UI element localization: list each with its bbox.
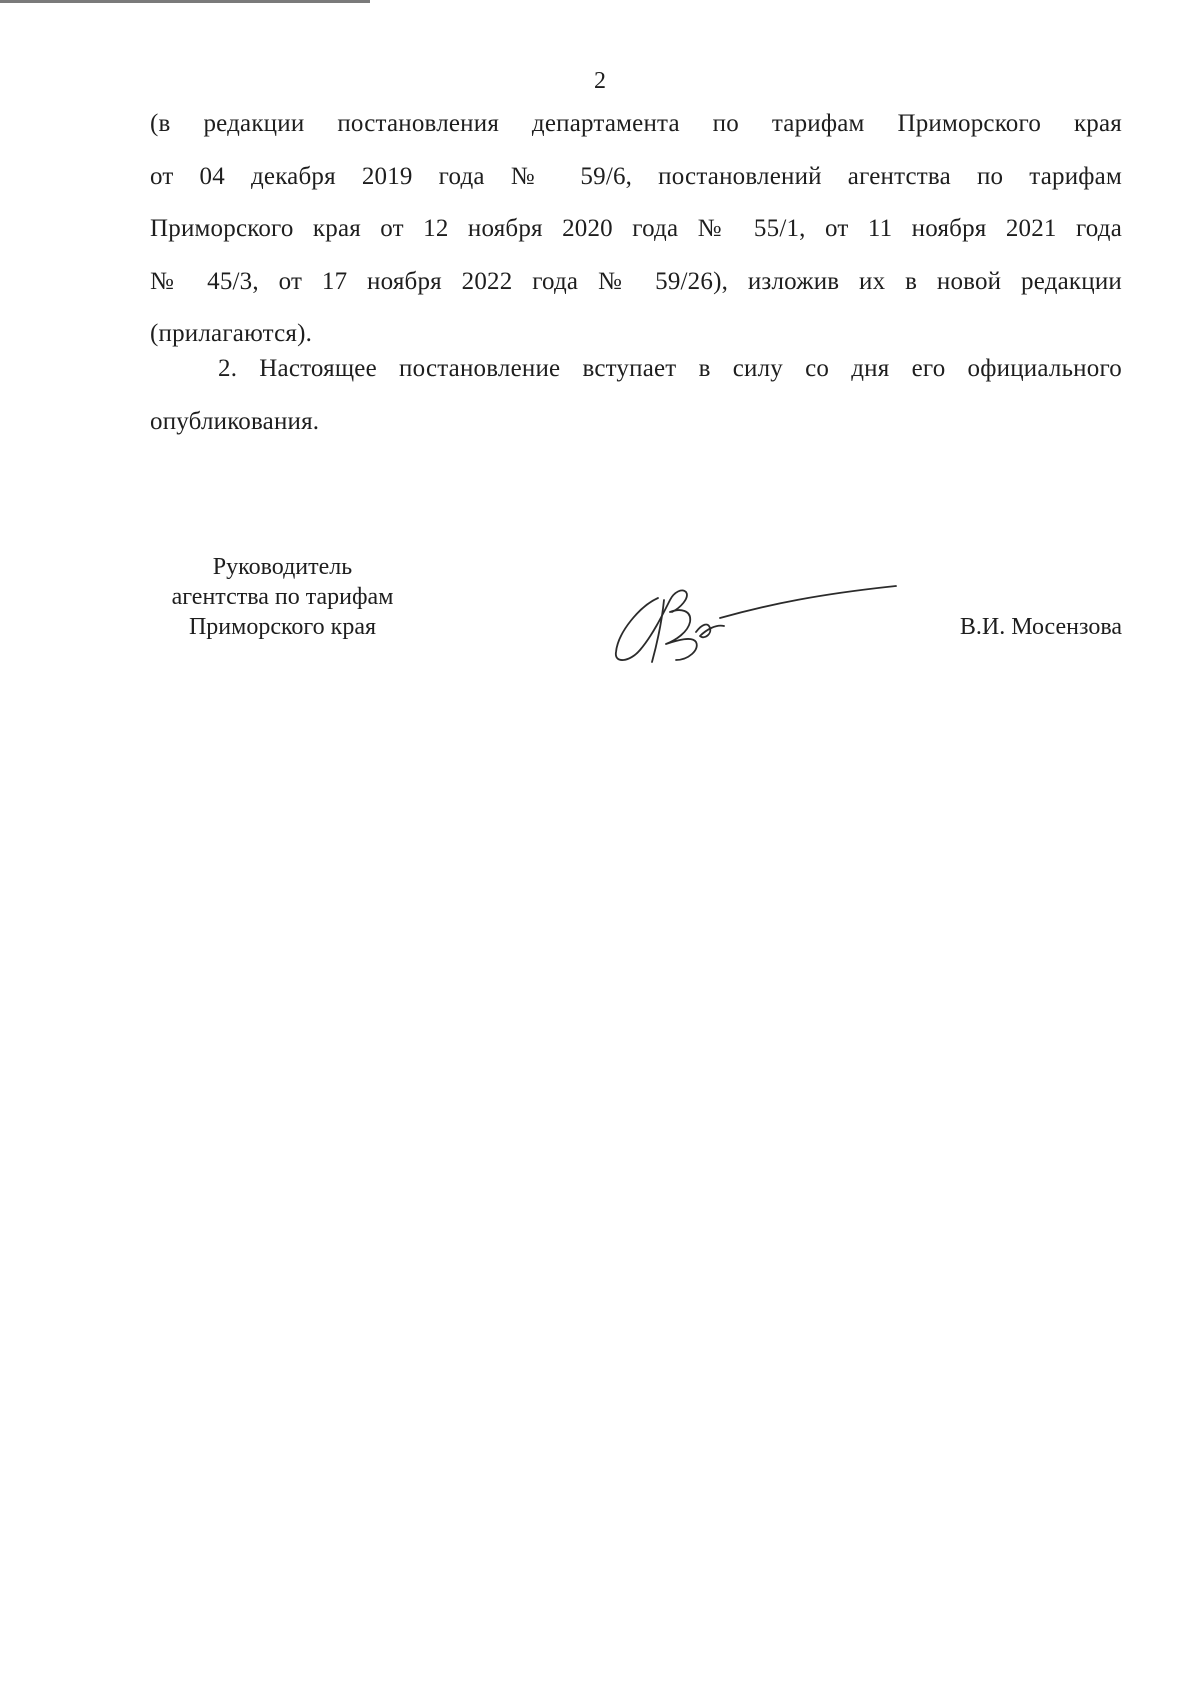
paragraph-line: опубликования.: [150, 407, 320, 435]
signer-position-line: агентства по тарифам: [171, 584, 394, 610]
paragraph-line: № 45/3, от 17 ноября 2022 года № 59/26), изложив их в новой редакции: [150, 267, 1122, 295]
page-number: 2: [594, 68, 606, 94]
paragraph-line: Приморского края от 12 ноября 2020 года № 55/1, от 11 ноября 2021 года: [150, 215, 1122, 242]
paragraph-line: 2. Настоящее постановление вступает в силу со дня его официального: [218, 355, 1122, 382]
paragraph-line: (в редакции постановления департамента по тарифам Приморского края: [150, 110, 1122, 137]
paragraph-line: (прилагаются).: [150, 320, 313, 347]
signer-position: [150, 552, 415, 642]
scan-edge-line: [0, 0, 370, 3]
signer-position-line: Приморского края: [188, 614, 377, 640]
paragraph-line: от 04 декабря 2019 года № 59/6, постановлений агентства по тарифам: [150, 162, 1122, 190]
signer-name: В.И. Мосензова: [959, 614, 1122, 640]
paragraph-amendment-reference: [150, 98, 1122, 361]
signer-position-line: Руководитель: [212, 554, 353, 580]
signature-block: [150, 552, 1122, 662]
paragraph-entry-into-force: [150, 343, 1122, 448]
handwritten-signature: [600, 570, 920, 666]
